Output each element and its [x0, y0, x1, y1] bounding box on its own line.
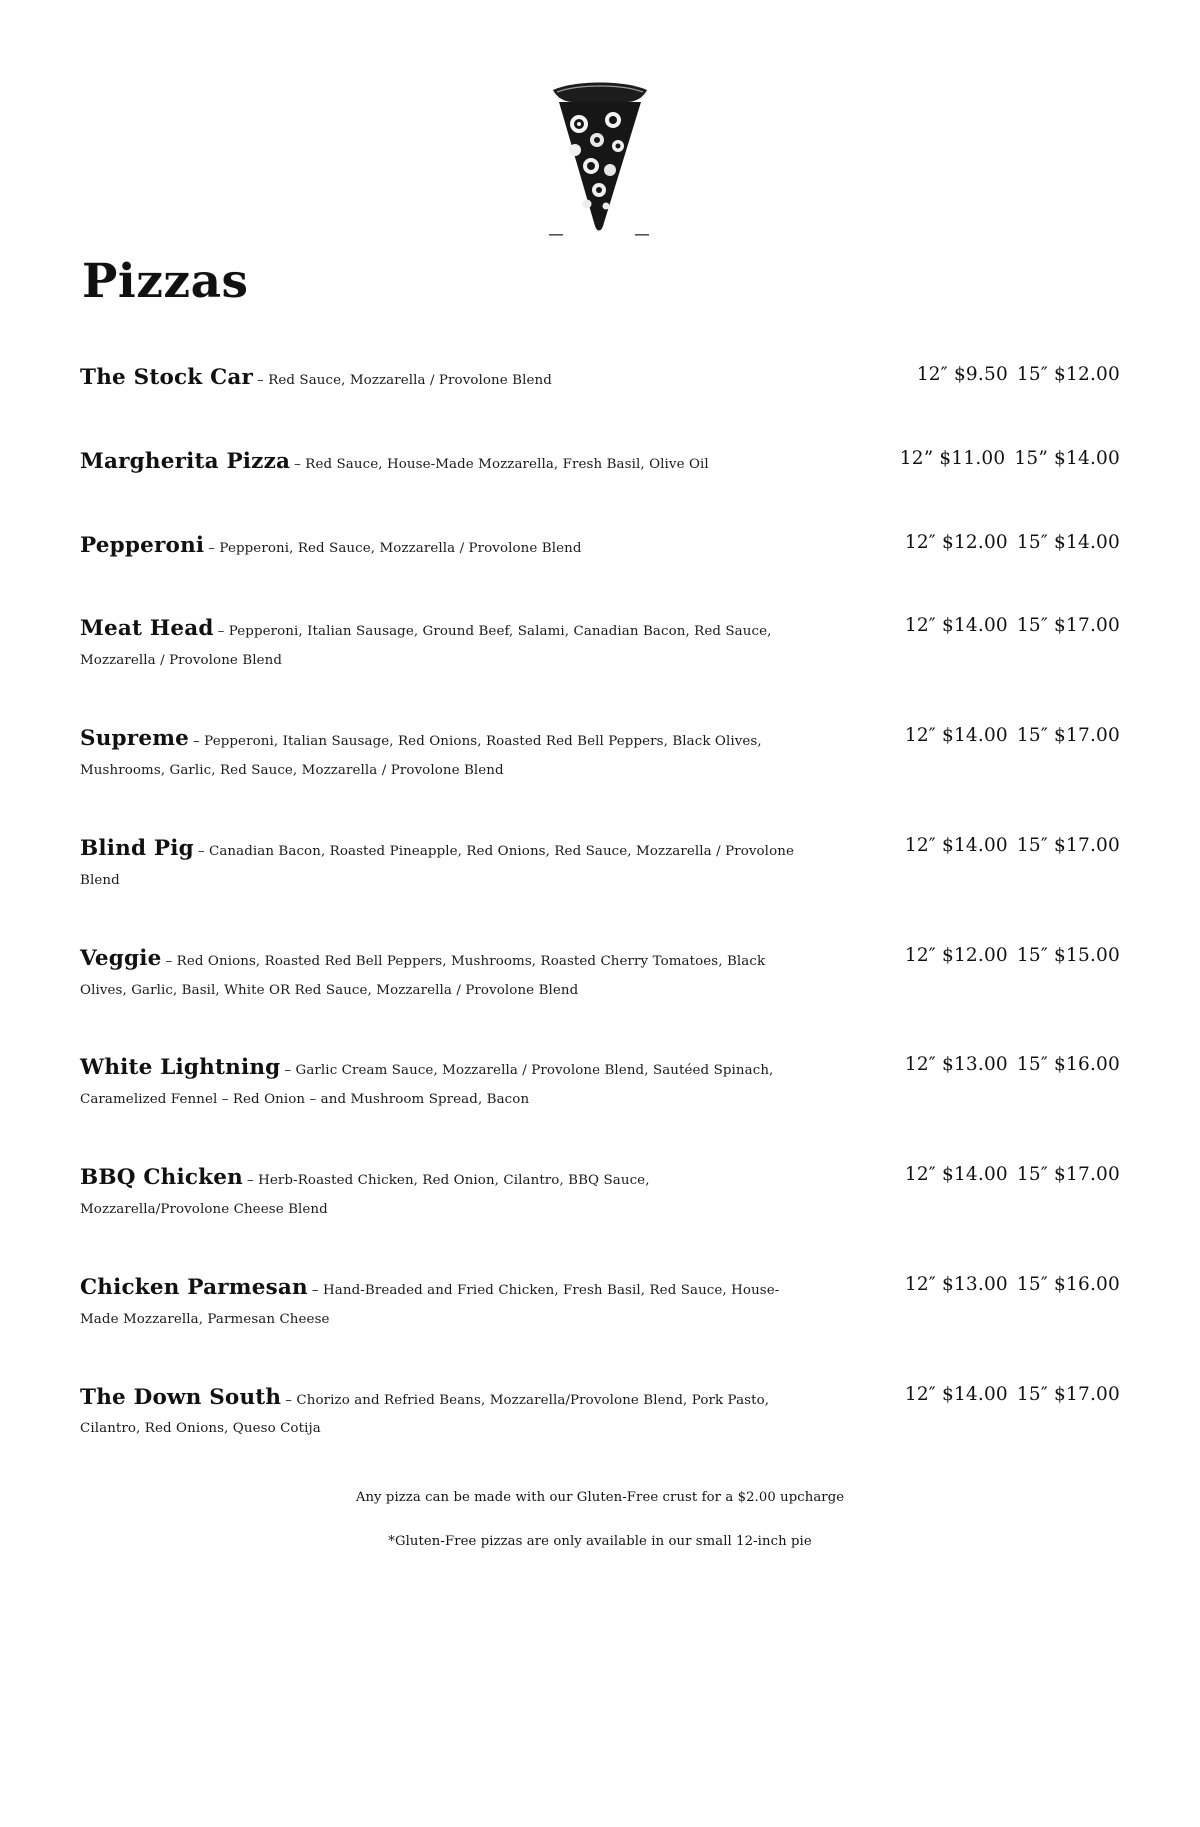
menu-item-name: Meat Head — [80, 616, 214, 642]
pizza-slice-icon — [535, 74, 665, 244]
menu-item-description: – Herb-Roasted Chicken, Red Onion, Cilantro, BBQ Sauce, Mozzarella/Provolone Cheese Blend — [80, 1173, 650, 1217]
logo — [80, 0, 1120, 180]
menu-item-description: – Red Sauce, House-Made Mozzarella, Fresh Basil, Olive Oil — [294, 456, 709, 472]
menu-item-text — [80, 1381, 800, 1442]
menu-item-text — [80, 832, 800, 893]
menu-item-description: – Pepperoni, Red Sauce, Mozzarella / Provolone Blend — [208, 540, 582, 556]
menu-item-name: The Stock Car — [80, 365, 254, 390]
menu-item-text — [80, 1051, 800, 1112]
menu-item-text — [80, 942, 800, 1003]
menu-item — [80, 612, 1120, 673]
menu-item-name: BBQ Chicken — [80, 1165, 243, 1191]
price-large: 15” $14.00 — [1014, 447, 1120, 469]
menu-item-name: Blind Pig — [80, 835, 194, 861]
menu-item-prices — [874, 942, 1120, 966]
pizza-menu-list — [80, 361, 1120, 1441]
price-small: 12″ $14.00 — [904, 1164, 1008, 1186]
menu-item-name: Margherita Pizza — [80, 448, 291, 474]
price-large: 15″ $17.00 — [1016, 834, 1120, 856]
price-small: 12″ $14.00 — [904, 725, 1008, 747]
menu-item — [80, 1161, 1120, 1222]
menu-item-text — [80, 612, 800, 673]
price-small: 12″ $14.00 — [904, 1383, 1008, 1405]
price-large: 15″ $17.00 — [1016, 725, 1120, 747]
price-small: 12″ $12.00 — [904, 531, 1008, 553]
price-large: 15″ $16.00 — [1016, 1273, 1120, 1295]
menu-item-name: Supreme — [80, 726, 190, 752]
menu-item-name: The Down South — [80, 1384, 282, 1410]
menu-item-text — [80, 722, 800, 783]
menu-item-prices — [874, 445, 1120, 469]
menu-item-prices — [874, 1161, 1120, 1185]
menu-item-name: Veggie — [80, 945, 162, 971]
menu-item-prices — [874, 1271, 1120, 1295]
menu-item-description: – Red Onions, Roasted Red Bell Peppers, Mushrooms, Roasted Cherry Tomatoes, Black Olives, Garlic, Basil, White OR Red Sauce, Mozzarella / Provolone Blend — [80, 953, 766, 998]
menu-item — [80, 942, 1120, 1003]
menu-item-prices — [874, 722, 1120, 746]
price-large: 15″ $17.00 — [1016, 1164, 1120, 1186]
footnotes — [80, 1490, 1120, 1549]
menu-item-description: – Canadian Bacon, Roasted Pineapple, Red Onions, Red Sauce, Mozzarella / Provolone Blend — [80, 843, 794, 888]
menu-item — [80, 1051, 1120, 1112]
menu-item — [80, 361, 1120, 396]
page-title: Pizzas — [82, 254, 249, 309]
menu-item — [80, 445, 1120, 480]
menu-item — [80, 529, 1120, 564]
menu-item-description: – Hand-Breaded and Fried Chicken, Fresh Basil, Red Sauce, House-Made Mozzarella, Parmesan Cheese — [80, 1282, 780, 1327]
price-small: 12″ $9.50 — [916, 364, 1008, 385]
menu-item-text — [80, 1271, 800, 1332]
price-small: 12″ $13.00 — [904, 1273, 1008, 1295]
price-large: 15″ $16.00 — [1016, 1054, 1120, 1076]
gluten-free-upcharge-note: Any pizza can be made with our Gluten-Free crust for a $2.00 upcharge — [355, 1490, 845, 1506]
menu-item-description: – Garlic Cream Sauce, Mozzarella / Provolone Blend, Sautéed Spinach, Caramelized Fennel – Red Onion – and Mushroom Spread, Bacon — [80, 1063, 774, 1108]
price-large: 15″ $17.00 — [1016, 1383, 1120, 1405]
menu-item-name: Pepperoni — [80, 532, 205, 558]
menu-item-description: – Chorizo and Refried Beans, Mozzarella/Provolone Blend, Pork Pasto, Cilantro, Red Onions, Queso Cotija — [80, 1392, 770, 1437]
price-large: 15″ $15.00 — [1016, 944, 1120, 966]
menu-item-name: Chicken Parmesan — [80, 1274, 308, 1300]
price-large: 15″ $14.00 — [1016, 531, 1120, 553]
menu-item-text — [80, 1161, 800, 1222]
menu-item — [80, 1381, 1120, 1442]
menu-item — [80, 1271, 1120, 1332]
menu-item-prices — [874, 1051, 1120, 1075]
price-large: 15″ $12.00 — [1016, 364, 1120, 385]
menu-item-prices — [874, 832, 1120, 856]
menu-item — [80, 832, 1120, 893]
menu-item-prices — [874, 529, 1120, 553]
gluten-free-size-note: *Gluten-Free pizzas are only available in our small 12-inch pie — [388, 1534, 812, 1550]
menu-item-text — [80, 445, 709, 480]
price-small: 12″ $14.00 — [904, 834, 1008, 856]
price-small: 12″ $12.00 — [904, 944, 1008, 966]
menu-item — [80, 722, 1120, 783]
menu-item-prices — [874, 612, 1120, 636]
price-large: 15″ $17.00 — [1016, 615, 1120, 637]
menu-item-description: – Pepperoni, Italian Sausage, Red Onions, Roasted Red Bell Peppers, Black Olives, Mushrooms, Garlic, Red Sauce, Mozzarella / Provolone Blend — [80, 734, 762, 779]
menu-item-name: White Lightning — [80, 1055, 281, 1081]
menu-item-prices — [874, 361, 1120, 385]
price-small: 12” $11.00 — [899, 447, 1006, 469]
menu-item-text — [80, 529, 582, 564]
menu-item-text — [80, 361, 552, 396]
price-small: 12″ $13.00 — [904, 1054, 1008, 1076]
menu-item-description: – Red Sauce, Mozzarella / Provolone Blend — [257, 373, 552, 388]
menu-item-description: – Pepperoni, Italian Sausage, Ground Beef, Salami, Canadian Bacon, Red Sauce, Mozzarella / Provolone Blend — [80, 624, 772, 669]
menu-item-prices — [874, 1381, 1120, 1405]
price-small: 12″ $14.00 — [904, 615, 1008, 637]
